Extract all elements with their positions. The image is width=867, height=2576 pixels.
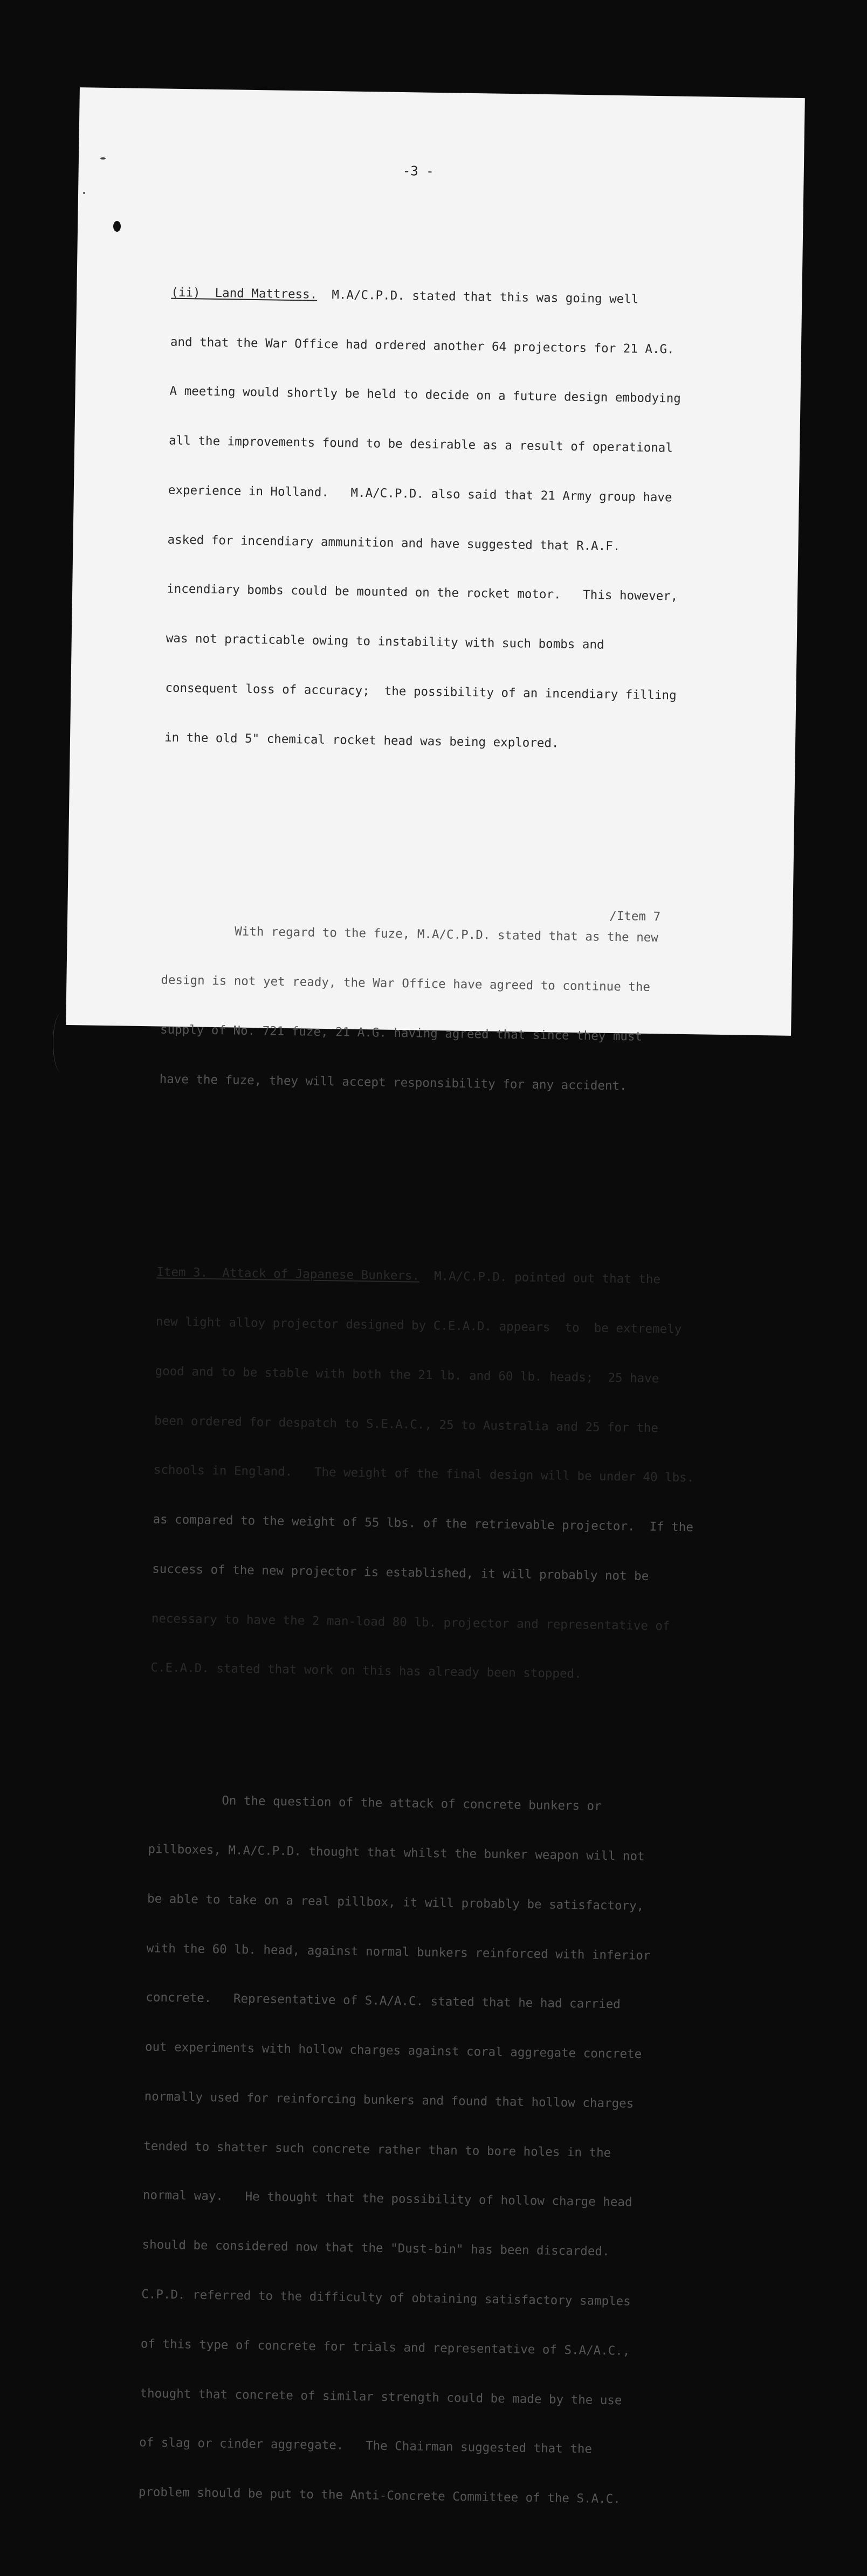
text-line: of slag or cinder aggregate. The Chairman suggested that the <box>139 2435 593 2457</box>
text-line: incendiary bombs could be mounted on the rocket motor. This however, <box>166 582 678 604</box>
text-line: With regard to the fuze, M.A/C.P.D. stated that as the new <box>161 923 659 945</box>
paragraph-fuze <box>159 890 728 1129</box>
text-line: all the improvements found to be desirable as a result of operational <box>169 433 673 455</box>
page-number: -3 - <box>402 163 434 179</box>
paragraph-japanese-bunkers <box>150 1231 723 1718</box>
text-line: supply of No. 721 fuze, 21 A.G. having agreed that since they must <box>160 1022 643 1044</box>
text-line: consequent loss of accuracy; the possibility of an incendiary filling <box>165 681 677 703</box>
text-line: as compared to the weight of 55 lbs. of the retrievable projector. If the <box>153 1512 694 1535</box>
text-line: thought that concrete of similar strength could be made by the use <box>140 2386 622 2408</box>
paragraph-land-mattress <box>164 251 738 787</box>
text-line: and that the War Office had ordered another 64 projectors for 21 A.G. <box>170 335 675 357</box>
text-line: normal way. He thought that the possibility of hollow charge head <box>142 2188 632 2210</box>
paragraph-first-line <box>156 1264 722 1289</box>
film-speck <box>83 192 85 194</box>
film-speck <box>113 221 121 232</box>
document-body <box>137 127 740 2575</box>
text-line: pillboxes, M.A/C.P.D. thought that whilst the bunker weapon will not <box>148 1842 645 1864</box>
text-line: good and to be stable with both the 21 lb. and 60 lb. heads; 25 have <box>155 1364 659 1386</box>
paragraph-first-line <box>171 284 737 309</box>
text-line: new light alloy projector designed by C.E.A.D. appears to be extremely <box>155 1314 682 1337</box>
text-line: C.E.A.D. stated that work on this has already been stopped. <box>150 1660 582 1681</box>
text-line: M.A/C.P.D. pointed out that the <box>419 1269 661 1287</box>
text-line: M.A/C.P.D. stated that this was going well <box>317 287 639 307</box>
text-line: been ordered for despatch to S.E.A.C., 25 to Australia and 25 for the <box>154 1413 659 1435</box>
text-line: with the 60 lb. head, against normal bunkers reinforced with inferior <box>146 1941 651 1963</box>
section-heading-item-3: Item 3. Attack of Japanese Bunkers. <box>156 1265 420 1283</box>
text-line: out experiments with hollow charges against coral aggregate concrete <box>144 2040 642 2062</box>
text-line: design is not yet ready, the War Office have agreed to continue the <box>161 973 651 995</box>
text-line: C.P.D. referred to the difficulty of obtaining satisfactory samples <box>141 2287 631 2309</box>
text-line: have the fuze, they will accept responsibility for any accident. <box>159 1072 627 1093</box>
text-line: should be considered now that the "Dust-bin" has been discarded. <box>142 2238 610 2259</box>
film-scratch <box>53 1013 70 1072</box>
text-line: A meeting would shortly be held to decide on a future design embodying <box>169 384 681 406</box>
text-line: in the old 5" chemical rocket head was being explored. <box>164 730 559 751</box>
text-line: of this type of concrete for trials and representative of S.A/A.C., <box>140 2337 630 2358</box>
text-line: be able to take on a real pillbox, it will probably be satisfactory, <box>147 1892 644 1913</box>
film-speck <box>100 157 106 160</box>
text-line: experience in Holland. M.A/C.P.D. also said that 21 Army group have <box>168 483 672 505</box>
text-line: asked for incendiary ammunition and have suggested that R.A.F. <box>167 532 621 553</box>
section-heading-land-mattress: (ii) Land Mattress. <box>171 285 318 302</box>
text-line: normally used for reinforcing bunkers and found that hollow charges <box>144 2089 634 2111</box>
catchword-next-page: /Item 7 <box>609 909 661 924</box>
document-page <box>66 87 805 2506</box>
text-line: schools in England. The weight of the final design will be under 40 lbs. <box>153 1463 694 1485</box>
text-line: problem should be put to the Anti-Concrete Committee of the S.A.C. <box>138 2485 621 2506</box>
text-line: necessary to have the 2 man-load 80 lb. projector and representative of <box>151 1611 670 1633</box>
text-line: success of the new projector is established, it will probably not be <box>152 1562 649 1583</box>
text-line: concrete. Representative of S.A/A.C. stated that he had carried <box>146 1990 621 2012</box>
text-line: tended to shatter such concrete rather than to bore holes in the <box>143 2138 611 2160</box>
paragraph-concrete-bunkers <box>138 1758 715 2542</box>
text-line: was not practicable owing to instability with such bombs and <box>166 631 604 652</box>
text-line: On the question of the attack of concrete bunkers or <box>148 1792 602 1814</box>
